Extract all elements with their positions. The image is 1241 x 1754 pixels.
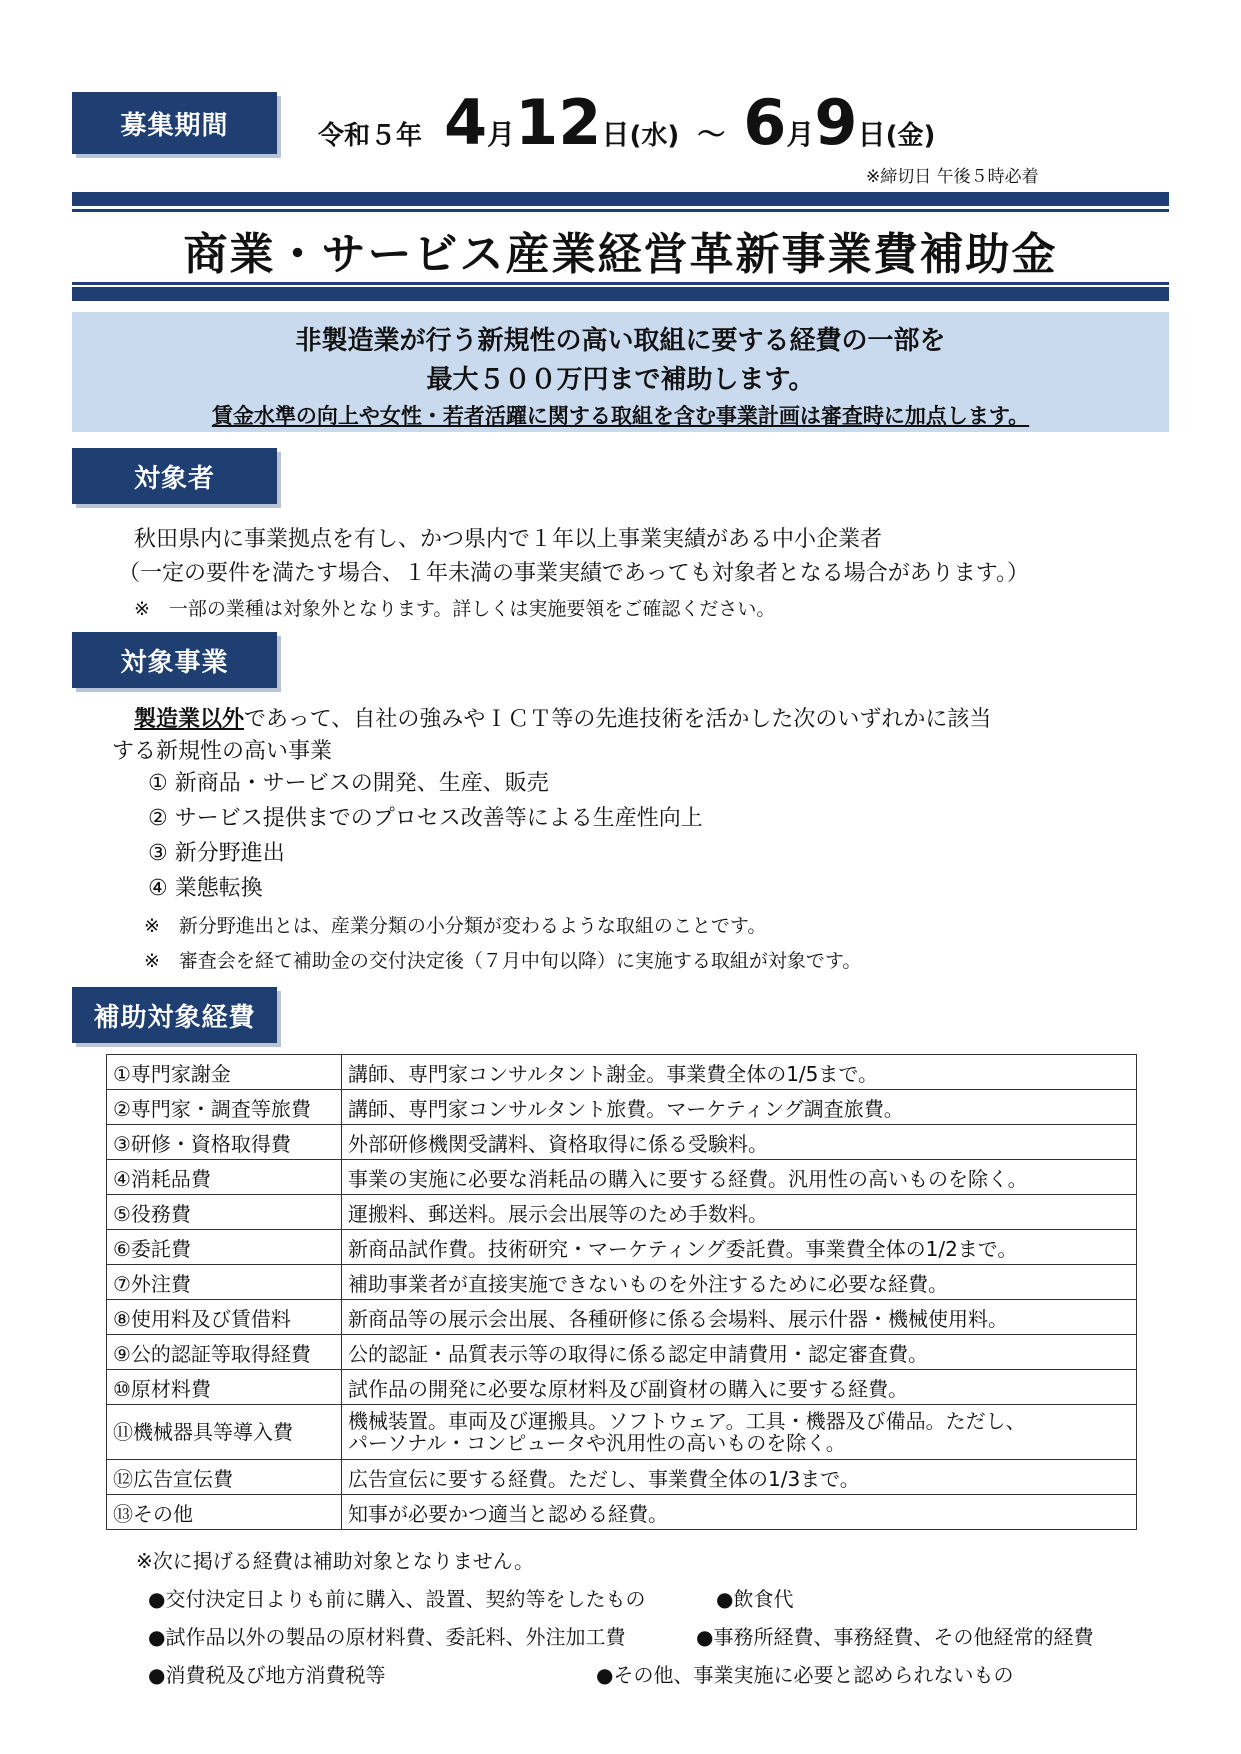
deadline-note: ※締切日 午後５時必着 — [866, 167, 1039, 187]
projects-line-1-rest: であって、自社の強みやＩＣＴ等の先進技術を活かした次のいずれかに該当 — [244, 707, 992, 732]
table-row — [107, 1335, 1137, 1370]
table-row — [107, 1125, 1137, 1160]
table-row — [107, 1230, 1137, 1265]
period-dates — [318, 86, 936, 162]
start-weekday: (水) — [629, 121, 680, 151]
cost-desc: 補助事業者が直接実施できないものを外注するために必要な経費。 — [342, 1265, 1137, 1300]
cost-name: ⑨公的認証等取得経費 — [107, 1335, 342, 1370]
start-day: 12 — [515, 86, 602, 159]
table-row — [107, 1090, 1137, 1125]
month-char: 月 — [786, 118, 815, 151]
cost-desc: 運搬料、郵送料。展示会出展等のため手数料。 — [342, 1195, 1137, 1230]
cost-desc: 知事が必要かつ適当と認める経費。 — [342, 1495, 1137, 1530]
eligible-note: ※ 一部の業種は対象外となります。詳しくは実施要領をご確認ください。 — [134, 598, 776, 620]
table-row — [107, 1405, 1137, 1460]
table-row — [107, 1460, 1137, 1495]
end-weekday: (金) — [885, 121, 936, 151]
period-tag: 募集期間 — [72, 92, 277, 154]
table-row — [107, 1195, 1137, 1230]
exclusion-item: ●飲食代 — [716, 1587, 794, 1611]
tilde: ～ — [697, 118, 726, 151]
table-row — [107, 1160, 1137, 1195]
cost-name: ⑤役務費 — [107, 1195, 342, 1230]
cost-name: ⑦外注費 — [107, 1265, 342, 1300]
title-rule-bottom — [72, 287, 1169, 301]
cost-desc: 事業の実施に必要な消耗品の購入に要する経費。汎用性の高いものを除く。 — [342, 1160, 1137, 1195]
end-month: 6 — [743, 86, 787, 159]
exclusions-intro: ※次に掲げる経費は補助対象となりません。 — [136, 1549, 534, 1573]
start-month: 4 — [444, 86, 488, 159]
table-row — [107, 1370, 1137, 1405]
page-title: 商業・サービス産業経営革新事業費補助金 — [183, 229, 1058, 280]
eligible-line-1: 秋田県内に事業拠点を有し、かつ県内で１年以上事業実績がある中小企業者 — [134, 527, 883, 552]
cost-desc: 新商品試作費。技術研究・マーケティング委託費。事業費全体の1/2まで。 — [342, 1230, 1137, 1265]
exclusion-item: ●事務所経費、事務経費、その他経常的経費 — [696, 1625, 1094, 1649]
cost-desc: 新商品等の展示会出展、各種研修に係る会場料、展示什器・機械使用料。 — [342, 1300, 1137, 1335]
projects-note-1: ※ 新分野進出とは、産業分類の小分類が変わるような取組のことです。 — [144, 915, 767, 937]
cost-name: ②専門家・調査等旅費 — [107, 1090, 342, 1125]
project-item: ③ 新分野進出 — [148, 841, 285, 866]
non-manufacturing-emphasis: 製造業以外 — [134, 707, 245, 732]
end-day: 9 — [814, 86, 858, 159]
table-row — [107, 1495, 1137, 1530]
cost-desc: 講師、専門家コンサルタント旅費。マーケティング調査旅費。 — [342, 1090, 1137, 1125]
day-char: 日 — [857, 118, 886, 151]
table-row — [107, 1300, 1137, 1335]
costs-heading: 補助対象経費 — [72, 987, 277, 1043]
projects-line-2: する新規性の高い事業 — [112, 739, 333, 764]
exclusion-item: ●その他、事業実施に必要と認められないもの — [596, 1663, 1014, 1687]
summary-banner — [72, 312, 1169, 432]
cost-name: ⑪機械器具等導入費 — [107, 1405, 342, 1460]
title-rule-top-thin — [72, 209, 1169, 212]
table-row — [107, 1055, 1137, 1090]
project-item: ② サービス提供までのプロセス改善等による生産性向上 — [148, 806, 703, 831]
cost-name: ⑫広告宣伝費 — [107, 1460, 342, 1495]
eligible-heading: 対象者 — [72, 448, 277, 504]
cost-name: ⑧使用料及び賃借料 — [107, 1300, 342, 1335]
cost-desc — [342, 1405, 1137, 1460]
projects-note-2: ※ 審査会を経て補助金の交付決定後（７月中旬以降）に実施する取組が対象です。 — [144, 950, 862, 972]
cost-desc-line-2: パーソナル・コンピュータや汎用性の高いものを除く。 — [348, 1431, 846, 1455]
era-label: 令和５年 — [318, 121, 423, 151]
cost-name: ⑩原材料費 — [107, 1370, 342, 1405]
day-char: 日 — [601, 118, 630, 151]
projects-line-1 — [134, 702, 991, 733]
exclusion-item: ●試作品以外の製品の原材料費、委託料、外注加工費 — [148, 1625, 626, 1649]
cost-name: ④消耗品費 — [107, 1160, 342, 1195]
cost-name: ⑬その他 — [107, 1495, 342, 1530]
exclusion-item: ●消費税及び地方消費税等 — [148, 1663, 386, 1687]
cost-name: ⑥委託費 — [107, 1230, 342, 1265]
banner-line-2: 最大５００万円まで補助します。 — [426, 365, 815, 395]
title-rule-bottom-thin — [72, 282, 1169, 285]
project-item: ① 新商品・サービスの開発、生産、販売 — [148, 771, 549, 796]
cost-name: ③研修・資格取得費 — [107, 1125, 342, 1160]
project-item: ④ 業態転換 — [148, 876, 263, 901]
cost-desc: 外部研修機関受講料、資格取得に係る受験料。 — [342, 1125, 1137, 1160]
projects-heading: 対象事業 — [72, 632, 277, 688]
banner-line-3: 賃金水準の向上や女性・若者活躍に関する取組を含む事業計画は審査時に加点します。 — [211, 404, 1030, 428]
title-rule-top — [72, 192, 1169, 206]
cost-desc-line-1: 機械装置。車両及び運搬具。ソフトウェア。工具・機器及び備品。ただし、 — [348, 1409, 1026, 1433]
eligible-line-2: （一定の要件を満たす場合、１年未満の事業実績であっても対象者となる場合があります。） — [118, 561, 1030, 586]
banner-line-1: 非製造業が行う新規性の高い取組に要する経費の一部を — [295, 326, 946, 356]
cost-desc: 講師、専門家コンサルタント謝金。事業費全体の1/5まで。 — [342, 1055, 1137, 1090]
cost-desc: 試作品の開発に必要な原材料及び副資材の購入に要する経費。 — [342, 1370, 1137, 1405]
table-row — [107, 1265, 1137, 1300]
month-char: 月 — [487, 118, 516, 151]
exclusion-item: ●交付決定日よりも前に購入、設置、契約等をしたもの — [148, 1587, 646, 1611]
costs-table — [106, 1054, 1137, 1530]
cost-desc: 広告宣伝に要する経費。ただし、事業費全体の1/3まで。 — [342, 1460, 1137, 1495]
cost-name: ①専門家謝金 — [107, 1055, 342, 1090]
cost-desc: 公的認証・品質表示等の取得に係る認定申請費用・認定審査費。 — [342, 1335, 1137, 1370]
